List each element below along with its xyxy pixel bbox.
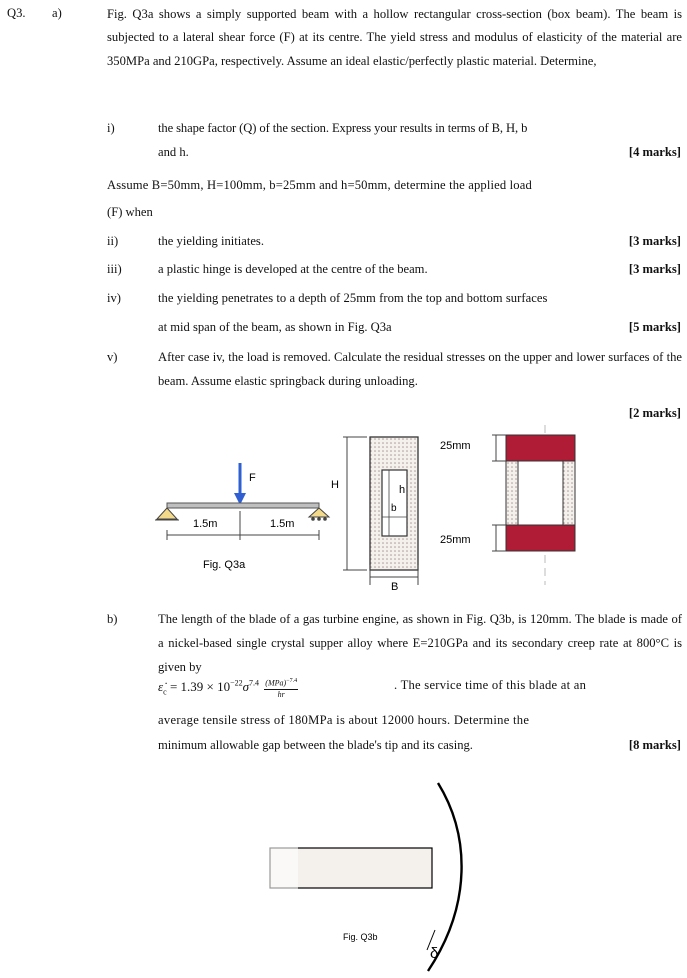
question-number: Q3. — [7, 6, 26, 20]
label-B: B — [391, 581, 399, 593]
item-iv-marks: [5 marks] — [628, 320, 681, 334]
eq-exp1: −22 — [230, 678, 243, 688]
label-b: b — [391, 503, 397, 514]
depth-bottom-label: 25mm — [440, 534, 471, 546]
eq-frac-num-exp: −7.4 — [286, 678, 298, 684]
elastic-core-left-wall — [506, 461, 518, 525]
item-ii-text: the yielding initiates. — [158, 234, 264, 248]
part-b-eq-tail: . The service time of this blade at an — [394, 678, 587, 692]
elastic-core-right-wall — [563, 461, 575, 525]
part-b-marks: [8 marks] — [628, 738, 681, 752]
right-roller-wheel — [311, 517, 315, 521]
fig-q3b-caption: Fig. Q3b — [343, 932, 378, 942]
item-i-text2: and h. — [158, 145, 189, 159]
label-H: H — [331, 479, 339, 491]
span-left-label: 1.5m — [193, 518, 218, 530]
right-roller-wheel — [317, 517, 321, 521]
beam-diagram — [145, 455, 345, 595]
eq-strain-rate: ε̇ — [158, 678, 164, 694]
item-v-text: After case iv, the load is removed. Calculate the residual stresses on the upper and lower surfaces of the beam. Assume elastic springback during unloading. — [158, 350, 682, 388]
assume-line2: (F) when — [107, 205, 153, 219]
eq-fraction — [264, 676, 298, 700]
item-iii-num: iii) — [107, 262, 122, 276]
blade-diagram — [260, 775, 490, 975]
plastic-section-hollow — [518, 461, 563, 525]
eq-frac-num — [264, 676, 298, 690]
item-ii-marks: [3 marks] — [628, 234, 681, 248]
item-iii-text: a plastic hinge is developed at the centre of the beam. — [158, 262, 428, 276]
left-pin-support — [157, 508, 177, 519]
item-iv-text: the yielding penetrates to a depth of 25mm from the top and bottom surfaces — [158, 291, 548, 305]
eq-coefficient: = 1.39 × 10 — [166, 678, 231, 694]
gap-delta-label: δ — [430, 945, 439, 962]
beam — [167, 503, 319, 508]
bottom-plastic-zone — [506, 525, 575, 551]
item-iii-marks: [3 marks] — [628, 262, 681, 276]
top-plastic-zone — [506, 435, 575, 461]
fig-q3a-caption: Fig. Q3a — [203, 559, 246, 571]
casing-curve — [428, 783, 462, 971]
eq-sigma: σ — [242, 678, 250, 694]
box-section-diagram — [325, 405, 445, 595]
depth-top-label: 25mm — [440, 440, 471, 452]
item-i-text: the shape factor (Q) of the section. Express your results in terms of B, H, b — [158, 121, 528, 135]
item-iv-num: iv) — [107, 291, 121, 305]
eq-sub: c — [163, 687, 167, 697]
part-a-label: a) — [52, 6, 62, 20]
span-right-label: 1.5m — [270, 518, 295, 530]
eq-frac-num-base: (MPa) — [265, 678, 287, 688]
creep-equation — [158, 676, 298, 700]
blade-fade — [268, 847, 298, 890]
item-i-num: i) — [107, 121, 115, 135]
label-h: h — [399, 484, 406, 496]
plastic-zone-diagram — [430, 425, 610, 585]
item-v-marks: [2 marks] — [628, 406, 681, 420]
part-b-label: b) — [107, 612, 118, 626]
part-b-text3: minimum allowable gap between the blade's tip and its casing. — [158, 738, 473, 752]
force-label: F — [249, 472, 256, 484]
part-b-text1: The length of the blade of a gas turbine engine, as shown in Fig. Q3b, is 120mm. The blade is made of a nickel-based single crystal supper alloy where E=210GPa and its secondary creep rate at 800°C is given by — [158, 612, 682, 674]
item-i-marks: [4 marks] — [628, 145, 681, 159]
part-a-intro: Fig. Q3a shows a simply supported beam with a hollow rectangular cross-section (box beam). The beam is subjected to a lateral shear force (F) at its centre. The yield stress and modulus of elasticity of the material are 350MPa and 210GPa, respectively. Assume an ideal elastic/perfectly plastic material. Determine, — [107, 7, 682, 68]
assume-line1: Assume B=50mm, H=100mm, b=25mm and h=50mm, determine the applied load — [107, 178, 532, 192]
item-ii-num: ii) — [107, 234, 119, 248]
item-v-num: v) — [107, 350, 118, 364]
item-iv-text2: at mid span of the beam, as shown in Fig. Q3a — [158, 320, 392, 334]
part-b-text2: average tensile stress of 180MPa is about 12000 hours. Determine the — [158, 713, 530, 727]
eq-frac-den: hr — [277, 689, 285, 699]
eq-exp2: 7.4 — [249, 678, 260, 688]
